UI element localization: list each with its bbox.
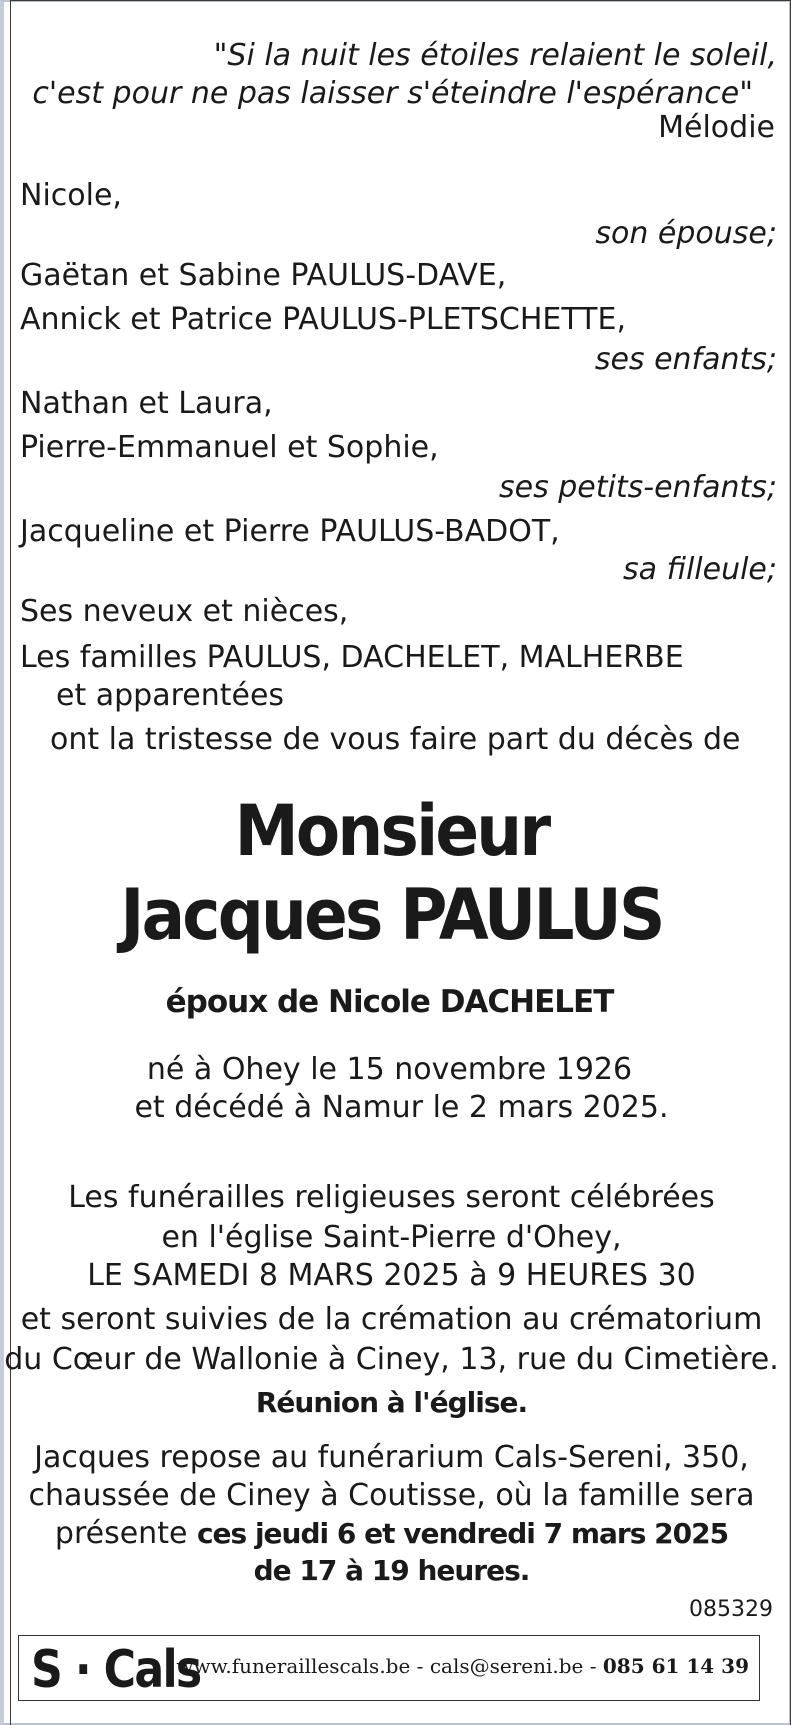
children-role: ses enfants; [594, 342, 777, 377]
repose-line-2: chaussée de Ciney à Coutisse, où la famille sera [28, 1478, 755, 1513]
child-2: Annick et Patrice PAULUS-PLETSCHETTE, [20, 302, 626, 337]
quote-line-1: "Si la nuit les étoiles relaient le soleil, [213, 38, 777, 73]
death-date: et décédé à Namur le 2 mars 2025. [134, 1090, 669, 1125]
goddaughter-role: sa filleule; [623, 552, 777, 587]
spouse-name: Nicole, [20, 178, 122, 213]
grandchild-2: Pierre-Emmanuel et Sophie, [20, 430, 439, 465]
cals-logo [31, 1640, 201, 1700]
funeral-line-2: en l'église Saint-Pierre d'Ohey, [161, 1220, 622, 1255]
repose-dates: ces jeudi 6 et vendredi 7 mars 2025 [196, 1517, 729, 1550]
logo-dot: · [74, 1640, 90, 1700]
repose-line-3-plain: présente [54, 1516, 197, 1551]
funeral-line-4: et seront suivies de la crémation au crématorium [20, 1302, 763, 1337]
born-date: né à Ohey le 15 novembre 1926 [146, 1052, 633, 1087]
funeral-line-1: Les funérailles religieuses seront célébrées [68, 1180, 715, 1215]
separator-2: - [583, 1654, 603, 1678]
spouse-of: époux de Nicole DACHELET [165, 984, 614, 1020]
funeral-line-5: du Cœur de Wallonie à Ciney, 13, rue du Cimetière. [4, 1342, 779, 1377]
repose-line-1: Jacques repose au funérarium Cals-Sereni, 350, [34, 1440, 749, 1475]
separator-1: - [410, 1654, 430, 1678]
spouse-role: son épouse; [595, 216, 777, 251]
child-1: Gaëtan et Sabine PAULUS-DAVE, [20, 258, 507, 293]
funeral-line-3: LE SAMEDI 8 MARS 2025 à 9 HEURES 30 [87, 1258, 696, 1293]
quote-author: Mélodie [658, 110, 775, 145]
deceased-name: Jacques PAULUS [120, 874, 663, 956]
footer-contact [176, 1654, 749, 1678]
families: Les familles PAULUS, DACHELET, MALHERBE [20, 640, 684, 675]
logo-name: Cals [103, 1640, 201, 1700]
quote-line-2: c'est pour ne pas laisser s'éteindre l'espérance" [32, 76, 753, 111]
phone-number[interactable]: 085 61 14 39 [602, 1654, 749, 1678]
goddaughter: Jacqueline et Pierre PAULUS-BADOT, [20, 514, 560, 549]
deceased-title: Monsieur [234, 790, 549, 872]
logo-s: S [31, 1640, 62, 1700]
footer-box [18, 1635, 760, 1701]
email-link[interactable]: cals@sereni.be [429, 1654, 584, 1678]
announcement: ont la tristesse de vous faire part du décès de [50, 722, 741, 757]
meeting-place: Réunion à l'église. [255, 1386, 528, 1419]
nephews: Ses neveux et nièces, [20, 594, 349, 629]
grandchild-1: Nathan et Laura, [20, 386, 273, 421]
related: et apparentées [56, 678, 285, 713]
grandchildren-role: ses petits-enfants; [499, 470, 777, 505]
repose-hours: de 17 à 19 heures. [253, 1554, 530, 1587]
repose-line-3 [0, 1516, 787, 1551]
reference-number: 085329 [689, 1597, 773, 1622]
website-link[interactable]: www.funeraillescals.be [176, 1654, 411, 1678]
